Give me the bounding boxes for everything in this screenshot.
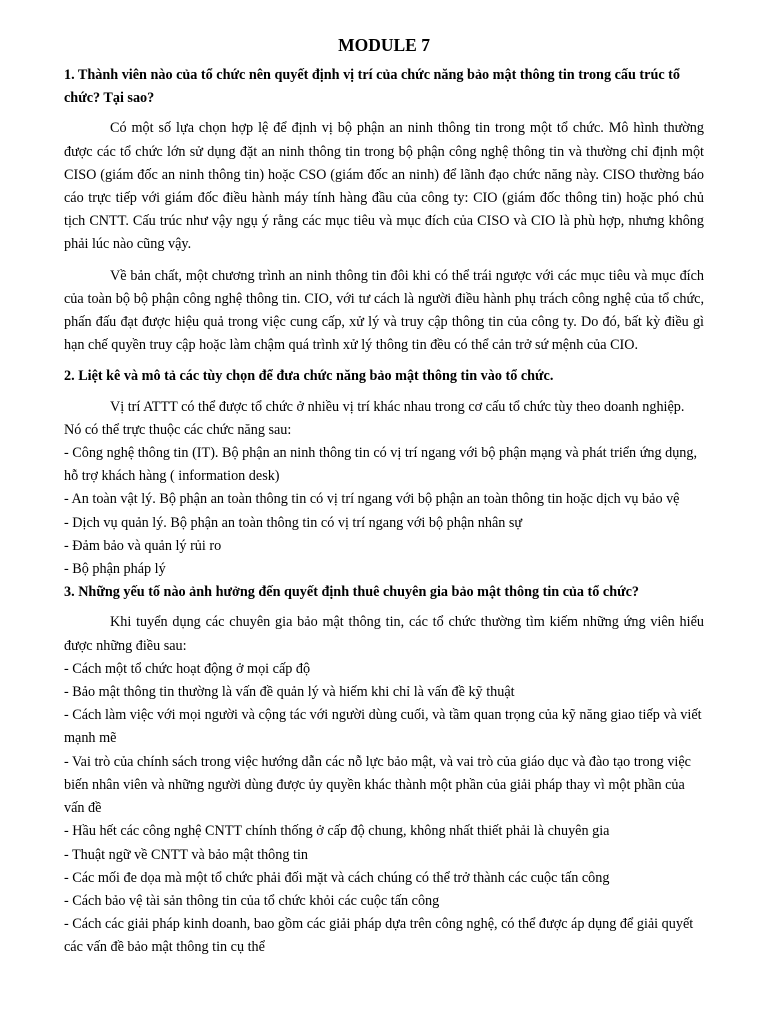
list-item: - Công nghệ thông tin (IT). Bộ phận an ninh thông tin có vị trí ngang với bộ phận mạng và phát triển ứng dụng, hỗ trợ khách hàng ( information desk) bbox=[64, 445, 698, 485]
list-item: - Cách các giải pháp kinh doanh, bao gồm các giải pháp dựa trên công nghệ, có thể được áp dụng để giải quyết các vấn đề bảo mật thông tin cụ thể bbox=[64, 916, 694, 956]
list-item: - Vai trò của chính sách trong việc hướng dẫn các nỗ lực bảo mật, và vai trò của giáo dục và đào tạo trong việc biến nhân viên và những người dùng được ủy quyền khác thành một phần của giải pháp thay vì một phần của vấn đề bbox=[64, 753, 691, 817]
answer-1-paragraph-2: Về bản chất, một chương trình an ninh thông tin đôi khi có thể trái ngược với các mục tiêu và mục đích của toàn bộ bộ phận công nghệ thông tin. CIO, với tư cách là người điều hành phụ trách công nghệ của tổ chức, phấn đấu đạt được hiệu quả trong việc cung cấp, xử lý và truy cập thông tin của công ty. Do đó, bất kỳ điều gì hạn chế quyền truy cập hoặc làm chậm quá trình xử lý thông tin đều có thể cản trở sứ mệnh của CIO. bbox=[64, 267, 704, 354]
answer-3-intro: Khi tuyển dụng các chuyên gia bảo mật thông tin, các tổ chức thường tìm kiếm những ứng viên hiểu được những điều sau: bbox=[64, 614, 704, 654]
list-item: - Bảo mật thông tin thường là vấn đề quản lý và hiếm khi chỉ là vấn đề kỹ thuật bbox=[64, 684, 515, 701]
list-item: - An toàn vật lý. Bộ phận an toàn thông tin có vị trí ngang với bộ phận an toàn thông tin hoặc dịch vụ bảo vệ bbox=[64, 491, 680, 508]
question-2-heading: 2. Liệt kê và mô tả các tùy chọn để đưa chức năng bảo mật thông tin vào tổ chức. bbox=[64, 368, 554, 385]
answer-1-paragraph-1: Có một số lựa chọn hợp lệ để định vị bộ phận an ninh thông tin trong một tổ chức. Mô hình thường được các tổ chức lớn sử dụng đặt an ninh thông tin trong bộ phận công nghệ thông tin và thường chỉ định một CISO (giám đốc an ninh thông tin) hoặc CSO (giám đốc an ninh) để lãnh đạo chức năng này. CISO thường báo cáo trực tiếp với giám đốc điều hành máy tính hàng đầu của công ty: CIO (giám đốc thông tin) hoặc phó chủ tịch CNTT. Cấu trúc như vậy ngụ ý rằng các mục tiêu và mục đích của CISO và CIO là phù hợp, nhưng không phải lúc nào cũng vậy. bbox=[64, 120, 704, 253]
list-item: - Bộ phận pháp lý bbox=[64, 561, 166, 578]
list-item: - Cách bảo vệ tài sản thông tin của tổ chức khỏi các cuộc tấn công bbox=[64, 892, 440, 909]
list-item: - Dịch vụ quản lý. Bộ phận an toàn thông tin có vị trí ngang với bộ phận nhân sự bbox=[64, 514, 523, 531]
list-item: - Hầu hết các công nghệ CNTT chính thống ở cấp độ chung, không nhất thiết phải là chuyên gia bbox=[64, 823, 610, 840]
document-title: MODULE 7 bbox=[338, 35, 430, 55]
question-3-heading: 3. Những yếu tố nào ảnh hưởng đến quyết định thuê chuyên gia bảo mật thông tin của tổ chức? bbox=[64, 584, 639, 601]
list-item: - Đảm bảo và quản lý rủi ro bbox=[64, 537, 222, 554]
answer-2-lead: Nó có thể trực thuộc các chức năng sau: bbox=[64, 421, 292, 438]
list-item: - Cách một tổ chức hoạt động ở mọi cấp độ bbox=[64, 660, 311, 677]
answer-2-intro: Vị trí ATTT có thể được tổ chức ở nhiều vị trí khác nhau trong cơ cấu tổ chức tùy theo doanh nghiệp. bbox=[110, 398, 685, 415]
question-1-heading: 1. Thành viên nào của tổ chức nên quyết định vị trí của chức năng bảo mật thông tin trong cấu trúc tổ chức? Tại sao? bbox=[64, 67, 680, 107]
answer-3-list bbox=[64, 658, 704, 960]
list-item: - Cách làm việc với mọi người và cộng tác với người dùng cuối, và tầm quan trọng của kỹ năng giao tiếp và viết mạnh mẽ bbox=[64, 707, 702, 747]
list-item: - Các mối đe dọa mà một tổ chức phải đối mặt và cách chúng có thể trở thành các cuộc tấn công bbox=[64, 869, 610, 886]
list-item: - Thuật ngữ về CNTT và bảo mật thông tin bbox=[64, 846, 308, 863]
answer-2-list bbox=[64, 442, 704, 581]
